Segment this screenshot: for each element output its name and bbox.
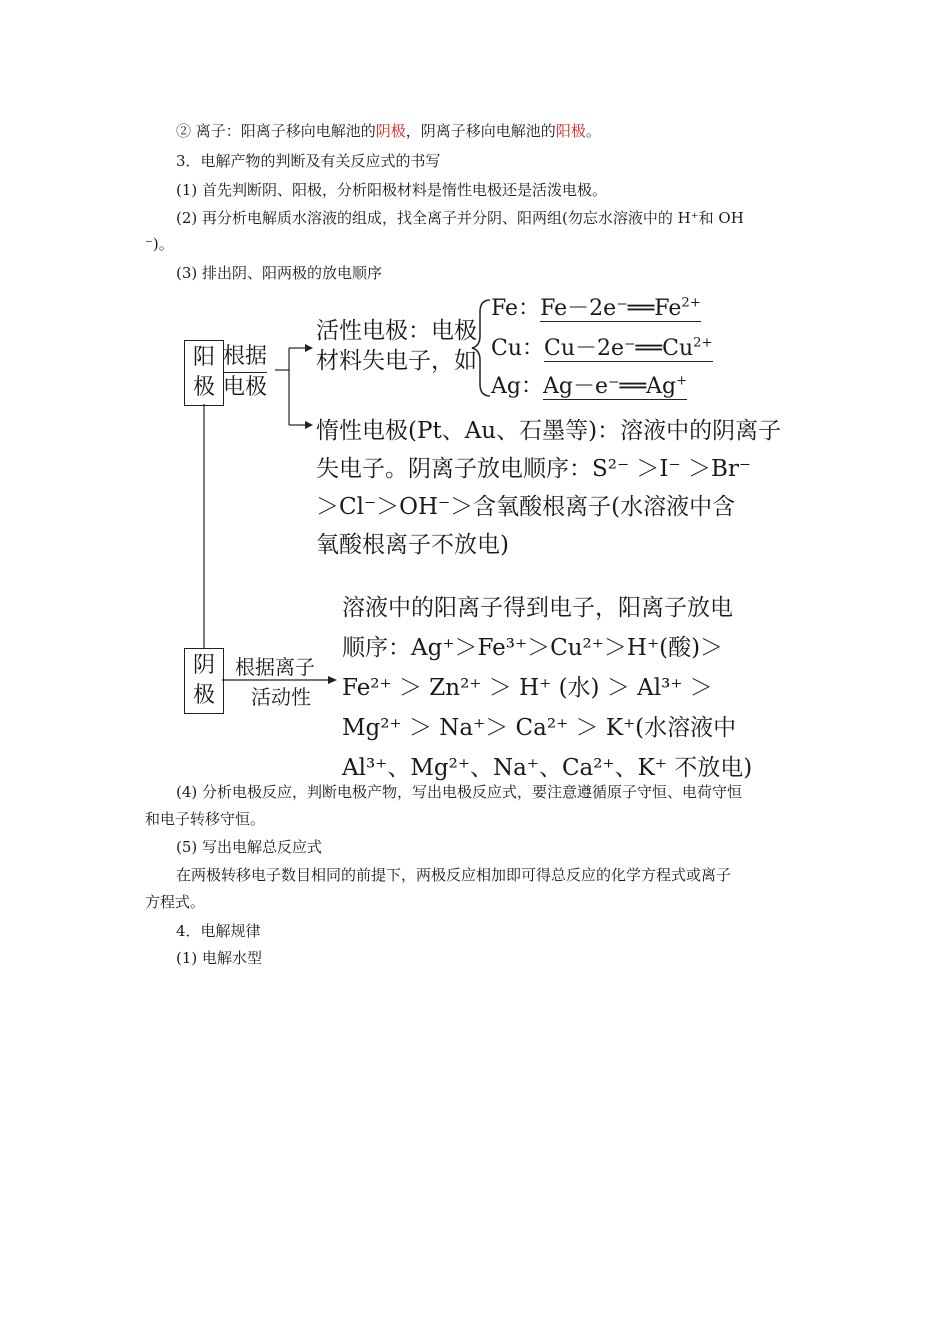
- active-electrode-label: [316, 316, 477, 376]
- inert-line: 失电子。阴离子放电顺序：S²⁻ ＞I⁻ ＞Br⁻: [316, 456, 752, 482]
- anode-basis-line: 电极: [223, 375, 268, 400]
- eq-prefix: Ag：: [491, 374, 543, 399]
- cathode-text: [342, 588, 752, 788]
- anode-char: 阳: [192, 345, 215, 370]
- anode-char: 极: [192, 375, 215, 400]
- step-4: (4) 分析电极反应，判断电极产物，写出电极反应式，要注意遵循原子守恒、电荷守恒: [176, 783, 743, 801]
- cathode-basis: [235, 652, 315, 712]
- anode-box: [184, 340, 224, 406]
- ag-equation: [491, 372, 687, 402]
- inert-line: 惰性电极(Pt、Au、石墨等)：溶液中的阴离子: [316, 418, 782, 444]
- active-label-line: 材料失电子，如: [316, 348, 477, 374]
- fe-equation: [491, 294, 701, 324]
- cathode-char: 阴: [192, 653, 215, 678]
- inert-line: 氧酸根离子不放电): [316, 532, 509, 558]
- step-3: (3) 排出阴、阳两极的放电顺序: [176, 264, 383, 282]
- highlight-cathode: 阴极: [375, 122, 406, 140]
- step-5: (5) 写出电解总反应式: [176, 838, 323, 856]
- cathode-basis-line: 活动性: [251, 685, 311, 709]
- text-segment: ，阴离子移向电解池的: [405, 122, 556, 140]
- cathode-line: Al³⁺、Mg²⁺、Na⁺、Ca²⁺、K⁺ 不放电): [342, 755, 753, 781]
- highlight-anode: 阳极: [555, 122, 586, 140]
- step-2-cont: ⁻)。: [145, 235, 174, 253]
- anode-basis-line: 根据: [223, 342, 267, 373]
- step-2: (2) 再分析电解质水溶液的组成，找全离子并分阴、阳两组(勿忘水溶液中的 H⁺和 OH: [176, 209, 744, 227]
- heading-3: 3．电解产物的判断及有关反应式的书写: [176, 152, 441, 170]
- cathode-basis-line: 根据离子: [235, 655, 315, 679]
- cathode-line: 溶液中的阳离子得到电子，阳离子放电: [342, 595, 733, 621]
- eq-charge: 2+: [681, 295, 701, 311]
- cathode-line: Fe²⁺ ＞ Zn²⁺ ＞ H⁺ (水) ＞ Al³⁺ ＞: [342, 675, 713, 701]
- inert-electrode-text: [316, 412, 781, 564]
- total-reaction-cont: 方程式。: [145, 893, 206, 911]
- eq-prefix: Fe：: [491, 296, 541, 321]
- step-1: (1) 首先判断阴、阳极，分析阳极材料是惰性电极还是活泼电极。: [176, 181, 608, 199]
- eq-body: Ag－e⁻══Ag: [542, 374, 677, 399]
- cathode-line: 顺序：Ag⁺＞Fe³⁺＞Cu²⁺＞H⁺(酸)＞: [342, 635, 724, 661]
- inert-line: ＞Cl⁻＞OH⁻＞含氧酸根离子(水溶液中含: [316, 494, 736, 520]
- heading-4: 4．电解规律: [176, 922, 261, 940]
- anode-basis: [223, 342, 267, 403]
- eq-body: Cu－2e⁻══Cu: [544, 336, 694, 361]
- cathode-line: Mg²⁺ ＞ Na⁺＞ Ca²⁺ ＞ K⁺(水溶液中: [342, 715, 737, 741]
- text-segment: 。: [585, 122, 601, 140]
- eq-body: Fe－2e⁻══Fe: [540, 296, 682, 321]
- step-4-cont: 和电子转移守恒。: [145, 810, 266, 828]
- total-reaction-text: 在两极转移电子数目相同的前提下，两极反应相加即可得总反应的化学方程式或离子: [176, 866, 732, 884]
- eq-charge: +: [676, 373, 688, 389]
- cathode-char: 极: [192, 683, 215, 708]
- cu-equation: [491, 334, 713, 364]
- eq-charge: 2+: [693, 335, 713, 351]
- cathode-box: [184, 648, 224, 714]
- text-segment: ② 离子：阳离子移向电解池的: [176, 122, 376, 140]
- eq-prefix: Cu：: [491, 336, 545, 361]
- active-label-line: 活性电极：电极: [316, 318, 477, 344]
- rule-1: (1) 电解水型: [176, 949, 263, 967]
